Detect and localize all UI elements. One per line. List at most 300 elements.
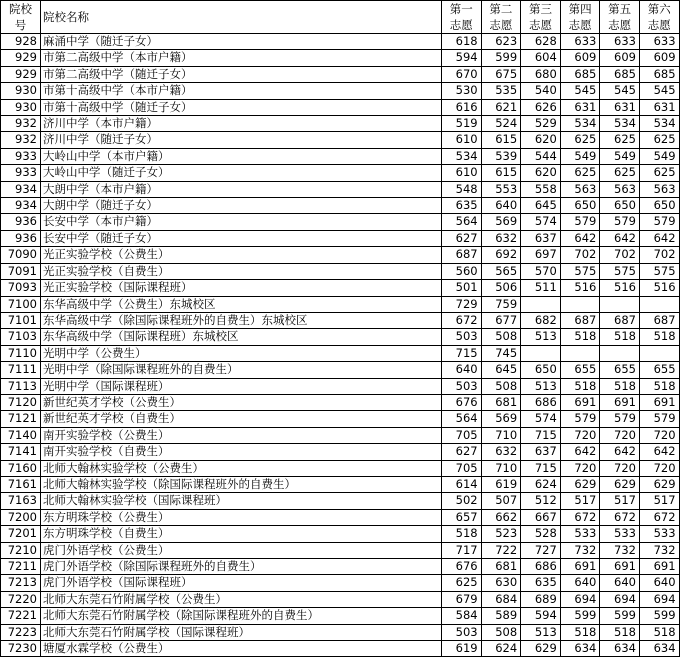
table-row <box>1 99 680 115</box>
score-choice-1-cell: 614 <box>442 476 482 492</box>
score-choice-5-cell: 629 <box>600 476 640 492</box>
score-choice-4-cell: 516 <box>560 280 600 296</box>
table-row <box>1 181 680 197</box>
score-choice-6-cell: 575 <box>639 263 679 279</box>
score-choice-1-cell: 625 <box>442 575 482 591</box>
school-code-cell: 930 <box>1 99 41 115</box>
school-name-cell: 北师大东莞石竹附属学校（除国际课程班外的自费生） <box>41 608 442 624</box>
score-choice-6-cell: 732 <box>639 542 679 558</box>
table-row <box>1 624 680 640</box>
school-code-cell: 929 <box>1 66 41 82</box>
score-choice-1-cell: 584 <box>442 608 482 624</box>
school-code-cell: 7161 <box>1 476 41 492</box>
table-row <box>1 280 680 296</box>
table-row <box>1 214 680 230</box>
score-choice-6-cell: 694 <box>639 591 679 607</box>
score-choice-4-cell: 685 <box>560 66 600 82</box>
school-code-cell: 7101 <box>1 312 41 328</box>
score-choice-6-cell: 579 <box>639 214 679 230</box>
score-choice-5-cell: 575 <box>600 263 640 279</box>
score-choice-6-cell: 609 <box>639 50 679 66</box>
score-choice-5-cell: 518 <box>600 378 640 394</box>
score-choice-5-cell: 694 <box>600 591 640 607</box>
score-choice-5-cell: 625 <box>600 132 640 148</box>
school-name-cell: 虎门外语学校（除国际课程班外的自费生） <box>41 559 442 575</box>
score-choice-3-cell: 513 <box>521 329 561 345</box>
score-choice-3-cell: 697 <box>521 247 561 263</box>
score-choice-2-cell: 589 <box>481 608 521 624</box>
score-choice-3-cell: 513 <box>521 624 561 640</box>
score-choice-5-cell: 640 <box>600 575 640 591</box>
school-name-cell: 新世纪英才学校（自费生） <box>41 411 442 427</box>
score-choice-3-cell: 529 <box>521 116 561 132</box>
score-choice-6-cell: 549 <box>639 148 679 164</box>
score-choice-1-cell: 564 <box>442 214 482 230</box>
score-choice-4-cell: 518 <box>560 624 600 640</box>
header-school-code <box>1 1 41 34</box>
score-choice-6-cell: 655 <box>639 362 679 378</box>
table-row <box>1 148 680 164</box>
table-row <box>1 591 680 607</box>
score-choice-4-cell: 533 <box>560 526 600 542</box>
score-choice-2-cell: 630 <box>481 575 521 591</box>
school-name-cell: 市第十高级中学（随迁子女） <box>41 99 442 115</box>
header-choice-4-line2: 志愿 <box>568 18 592 32</box>
table-row <box>1 66 680 82</box>
school-name-cell: 光正实验学校（自费生） <box>41 263 442 279</box>
school-name-cell: 东方明珠学校（自费生） <box>41 526 442 542</box>
school-code-cell: 934 <box>1 198 41 214</box>
school-name-cell: 长安中学（本市户籍） <box>41 214 442 230</box>
table-row <box>1 247 680 263</box>
score-choice-6-cell: 634 <box>639 641 679 657</box>
header-school-code-line2: 号 <box>14 18 27 32</box>
school-name-cell: 光明中学（国际课程班） <box>41 378 442 394</box>
school-code-cell: 7093 <box>1 280 41 296</box>
score-choice-4-cell: 702 <box>560 247 600 263</box>
table-row <box>1 198 680 214</box>
score-choice-2-cell: 599 <box>481 50 521 66</box>
score-choice-6-cell: 629 <box>639 476 679 492</box>
school-code-cell: 933 <box>1 165 41 181</box>
school-code-cell: 7141 <box>1 444 41 460</box>
score-choice-4-cell: 633 <box>560 34 600 50</box>
score-choice-4-cell: 694 <box>560 591 600 607</box>
score-choice-3-cell: 637 <box>521 230 561 246</box>
header-choice-6-line1: 第六 <box>647 2 671 16</box>
school-code-cell: 7091 <box>1 263 41 279</box>
score-choice-6-cell: 685 <box>639 66 679 82</box>
header-choice-2-line2: 志愿 <box>489 18 513 32</box>
school-code-cell: 7201 <box>1 526 41 542</box>
score-choice-4-cell: 634 <box>560 641 600 657</box>
table-row <box>1 493 680 509</box>
header-choice-3 <box>521 1 561 34</box>
score-choice-1-cell: 715 <box>442 345 482 361</box>
table-row <box>1 362 680 378</box>
score-choice-2-cell: 508 <box>481 378 521 394</box>
score-choice-2-cell: 632 <box>481 444 521 460</box>
score-choice-4-cell: 517 <box>560 493 600 509</box>
score-choice-4-cell: 629 <box>560 476 600 492</box>
score-choice-1-cell: 679 <box>442 591 482 607</box>
school-name-cell: 北师大翰林实验学校（公费生） <box>41 460 442 476</box>
school-code-cell: 7220 <box>1 591 41 607</box>
score-choice-5-cell: 702 <box>600 247 640 263</box>
score-choice-6-cell: 518 <box>639 329 679 345</box>
school-name-cell: 大岭山中学（随迁子女） <box>41 165 442 181</box>
school-name-cell: 塘厦水霖学校（公费生） <box>41 641 442 657</box>
school-name-cell: 济川中学（本市户籍） <box>41 116 442 132</box>
score-choice-3-cell: 667 <box>521 509 561 525</box>
school-name-cell: 市第十高级中学（本市户籍） <box>41 83 442 99</box>
score-choice-1-cell: 503 <box>442 624 482 640</box>
school-code-cell: 7110 <box>1 345 41 361</box>
score-choice-5-cell: 631 <box>600 99 640 115</box>
score-choice-6-cell: 599 <box>639 608 679 624</box>
score-choice-6-cell: 518 <box>639 624 679 640</box>
score-choice-3-cell: 637 <box>521 444 561 460</box>
score-choice-4-cell: 534 <box>560 116 600 132</box>
school-code-cell: 930 <box>1 83 41 99</box>
score-choice-2-cell: 677 <box>481 312 521 328</box>
score-choice-3-cell: 689 <box>521 591 561 607</box>
school-code-cell: 7210 <box>1 542 41 558</box>
score-choice-4-cell: 640 <box>560 575 600 591</box>
score-choice-1-cell: 503 <box>442 378 482 394</box>
score-choice-5-cell: 720 <box>600 460 640 476</box>
school-code-cell: 928 <box>1 34 41 50</box>
table-row <box>1 608 680 624</box>
score-choice-3-cell: 635 <box>521 575 561 591</box>
school-name-cell: 麻涌中学（随迁子女） <box>41 34 442 50</box>
score-choice-5-cell: 549 <box>600 148 640 164</box>
score-choice-2-cell: 759 <box>481 296 521 312</box>
score-choice-4-cell: 549 <box>560 148 600 164</box>
school-code-cell: 933 <box>1 148 41 164</box>
score-choice-5-cell <box>600 345 640 361</box>
score-choice-3-cell: 645 <box>521 198 561 214</box>
score-choice-5-cell: 518 <box>600 624 640 640</box>
score-choice-6-cell <box>639 345 679 361</box>
school-name-cell: 市第二高级中学（随迁子女） <box>41 66 442 82</box>
score-choice-4-cell <box>560 296 600 312</box>
score-choice-4-cell: 631 <box>560 99 600 115</box>
header-row <box>1 1 680 34</box>
score-choice-6-cell: 625 <box>639 132 679 148</box>
score-choice-4-cell: 672 <box>560 509 600 525</box>
score-choice-1-cell: 672 <box>442 312 482 328</box>
score-choice-2-cell: 508 <box>481 329 521 345</box>
school-code-cell: 7090 <box>1 247 41 263</box>
score-choice-6-cell: 687 <box>639 312 679 328</box>
score-choice-4-cell: 518 <box>560 378 600 394</box>
school-code-cell: 7163 <box>1 493 41 509</box>
school-name-cell: 虎门外语学校（公费生） <box>41 542 442 558</box>
score-choice-1-cell: 610 <box>442 165 482 181</box>
score-choice-2-cell: 640 <box>481 198 521 214</box>
score-choice-3-cell: 574 <box>521 411 561 427</box>
score-choice-5-cell: 642 <box>600 230 640 246</box>
school-name-cell: 北师大翰林实验学校（国际课程班） <box>41 493 442 509</box>
school-code-cell: 7140 <box>1 427 41 443</box>
school-code-cell: 7113 <box>1 378 41 394</box>
table-row <box>1 575 680 591</box>
score-choice-3-cell: 528 <box>521 526 561 542</box>
table-row <box>1 559 680 575</box>
table-row <box>1 312 680 328</box>
score-choice-2-cell: 632 <box>481 230 521 246</box>
score-choice-2-cell: 523 <box>481 526 521 542</box>
table-header <box>1 1 680 34</box>
score-choice-4-cell: 691 <box>560 394 600 410</box>
score-choice-3-cell: 686 <box>521 394 561 410</box>
score-choice-3-cell: 620 <box>521 165 561 181</box>
school-name-cell: 南开实验学校（自费生） <box>41 444 442 460</box>
score-choice-1-cell: 610 <box>442 132 482 148</box>
score-choice-2-cell: 745 <box>481 345 521 361</box>
score-choice-1-cell: 627 <box>442 230 482 246</box>
score-choice-3-cell: 727 <box>521 542 561 558</box>
score-choice-1-cell: 619 <box>442 641 482 657</box>
score-choice-1-cell: 640 <box>442 362 482 378</box>
score-choice-6-cell: 720 <box>639 460 679 476</box>
score-choice-6-cell: 518 <box>639 378 679 394</box>
school-name-cell: 东华高级中学（除国际课程班外的自费生）东城校区 <box>41 312 442 328</box>
score-choice-1-cell: 635 <box>442 198 482 214</box>
score-choice-1-cell: 627 <box>442 444 482 460</box>
score-choice-3-cell: 682 <box>521 312 561 328</box>
score-choice-3-cell: 540 <box>521 83 561 99</box>
score-choice-5-cell: 545 <box>600 83 640 99</box>
header-choice-1 <box>442 1 482 34</box>
score-choice-4-cell: 518 <box>560 329 600 345</box>
score-choice-2-cell: 722 <box>481 542 521 558</box>
score-choice-1-cell: 503 <box>442 329 482 345</box>
score-choice-2-cell: 645 <box>481 362 521 378</box>
header-choice-1-line1: 第一 <box>449 2 473 16</box>
score-choice-4-cell: 650 <box>560 198 600 214</box>
header-school-name: 院校名称 <box>41 1 442 34</box>
table-row <box>1 444 680 460</box>
score-choice-6-cell: 579 <box>639 411 679 427</box>
score-choice-5-cell: 516 <box>600 280 640 296</box>
score-choice-4-cell: 545 <box>560 83 600 99</box>
score-choice-3-cell: 624 <box>521 476 561 492</box>
score-choice-3-cell: 570 <box>521 263 561 279</box>
score-choice-1-cell: 594 <box>442 50 482 66</box>
school-code-cell: 7120 <box>1 394 41 410</box>
school-name-cell: 济川中学（随迁子女） <box>41 132 442 148</box>
score-choice-1-cell: 676 <box>442 394 482 410</box>
score-choice-6-cell: 650 <box>639 198 679 214</box>
school-name-cell: 东方明珠学校（公费生） <box>41 509 442 525</box>
header-choice-5-line2: 志愿 <box>608 18 632 32</box>
score-choice-5-cell: 672 <box>600 509 640 525</box>
score-choice-3-cell: 715 <box>521 427 561 443</box>
score-choice-1-cell: 501 <box>442 280 482 296</box>
score-choice-6-cell: 642 <box>639 230 679 246</box>
score-choice-1-cell: 687 <box>442 247 482 263</box>
score-choice-3-cell: 626 <box>521 99 561 115</box>
score-choice-1-cell: 502 <box>442 493 482 509</box>
score-choice-3-cell: 628 <box>521 34 561 50</box>
score-choice-3-cell: 620 <box>521 132 561 148</box>
score-choice-5-cell: 533 <box>600 526 640 542</box>
school-code-cell: 7121 <box>1 411 41 427</box>
score-choice-4-cell: 642 <box>560 230 600 246</box>
score-choice-6-cell: 642 <box>639 444 679 460</box>
score-choice-1-cell: 676 <box>442 559 482 575</box>
header-choice-3-line1: 第三 <box>528 2 552 16</box>
score-choice-2-cell: 553 <box>481 181 521 197</box>
header-choice-4-line1: 第四 <box>568 2 592 16</box>
school-name-cell: 光正实验学校（国际课程班） <box>41 280 442 296</box>
score-choice-5-cell: 691 <box>600 559 640 575</box>
score-choice-1-cell: 564 <box>442 411 482 427</box>
school-code-cell: 934 <box>1 181 41 197</box>
table-row <box>1 263 680 279</box>
score-choice-3-cell: 513 <box>521 378 561 394</box>
score-choice-5-cell: 579 <box>600 214 640 230</box>
score-choice-2-cell: 569 <box>481 214 521 230</box>
score-choice-4-cell: 720 <box>560 460 600 476</box>
score-choice-5-cell: 633 <box>600 34 640 50</box>
score-choice-1-cell: 519 <box>442 116 482 132</box>
table-row <box>1 116 680 132</box>
score-choice-4-cell: 575 <box>560 263 600 279</box>
score-choice-6-cell: 633 <box>639 34 679 50</box>
score-choice-4-cell: 625 <box>560 165 600 181</box>
score-choice-3-cell: 629 <box>521 641 561 657</box>
score-choice-4-cell <box>560 345 600 361</box>
score-choice-3-cell: 680 <box>521 66 561 82</box>
score-choice-6-cell: 625 <box>639 165 679 181</box>
score-choice-6-cell: 631 <box>639 99 679 115</box>
score-choice-1-cell: 548 <box>442 181 482 197</box>
score-choice-5-cell: 687 <box>600 312 640 328</box>
score-choice-2-cell: 623 <box>481 34 521 50</box>
score-choice-2-cell: 565 <box>481 263 521 279</box>
score-choice-5-cell: 732 <box>600 542 640 558</box>
score-choice-4-cell: 579 <box>560 214 600 230</box>
table-row <box>1 509 680 525</box>
table-row <box>1 394 680 410</box>
score-choice-3-cell: 594 <box>521 608 561 624</box>
school-name-cell: 大岭山中学（本市户籍） <box>41 148 442 164</box>
school-name-cell: 北师大东莞石竹附属学校（公费生） <box>41 591 442 607</box>
school-code-cell: 936 <box>1 214 41 230</box>
score-choice-1-cell: 670 <box>442 66 482 82</box>
score-choice-2-cell: 508 <box>481 624 521 640</box>
score-choice-2-cell: 539 <box>481 148 521 164</box>
header-choice-6-line2: 志愿 <box>647 18 671 32</box>
school-name-cell: 光明中学（除国际课程班外的自费生） <box>41 362 442 378</box>
header-choice-5-line1: 第五 <box>608 2 632 16</box>
table-row <box>1 476 680 492</box>
score-choice-5-cell: 534 <box>600 116 640 132</box>
school-name-cell: 虎门外语学校（国际课程班） <box>41 575 442 591</box>
header-choice-3-line2: 志愿 <box>528 18 552 32</box>
score-choice-6-cell: 691 <box>639 559 679 575</box>
school-name-cell: 北师大东莞石竹附属学校（国际课程班） <box>41 624 442 640</box>
score-choice-3-cell: 511 <box>521 280 561 296</box>
table-row <box>1 34 680 50</box>
school-code-cell: 7200 <box>1 509 41 525</box>
school-code-cell: 932 <box>1 132 41 148</box>
score-choice-1-cell: 705 <box>442 427 482 443</box>
score-choice-2-cell: 621 <box>481 99 521 115</box>
score-choice-4-cell: 625 <box>560 132 600 148</box>
header-choice-5 <box>600 1 640 34</box>
school-name-cell: 东华高级中学（公费生）东城校区 <box>41 296 442 312</box>
header-choice-2 <box>481 1 521 34</box>
table-row <box>1 83 680 99</box>
score-choice-1-cell: 560 <box>442 263 482 279</box>
score-choice-1-cell: 705 <box>442 460 482 476</box>
score-choice-5-cell: 634 <box>600 641 640 657</box>
score-choice-3-cell: 574 <box>521 214 561 230</box>
school-code-cell: 7223 <box>1 624 41 640</box>
score-choice-2-cell: 524 <box>481 116 521 132</box>
header-choice-6 <box>639 1 679 34</box>
score-choice-5-cell: 563 <box>600 181 640 197</box>
score-choice-2-cell: 507 <box>481 493 521 509</box>
score-choice-6-cell: 720 <box>639 427 679 443</box>
score-choice-6-cell: 691 <box>639 394 679 410</box>
score-choice-1-cell: 729 <box>442 296 482 312</box>
score-choice-6-cell: 672 <box>639 509 679 525</box>
school-code-cell: 7211 <box>1 559 41 575</box>
score-choice-6-cell <box>639 296 679 312</box>
score-choice-3-cell: 512 <box>521 493 561 509</box>
score-choice-4-cell: 599 <box>560 608 600 624</box>
school-name-cell: 光明中学（公费生） <box>41 345 442 361</box>
score-choice-2-cell: 681 <box>481 394 521 410</box>
school-code-cell: 7160 <box>1 460 41 476</box>
score-choice-6-cell: 545 <box>639 83 679 99</box>
score-choice-2-cell: 615 <box>481 132 521 148</box>
school-name-cell: 南开实验学校（公费生） <box>41 427 442 443</box>
score-choice-2-cell: 675 <box>481 66 521 82</box>
school-code-cell: 7213 <box>1 575 41 591</box>
score-choice-5-cell: 655 <box>600 362 640 378</box>
score-choice-3-cell: 650 <box>521 362 561 378</box>
header-choice-2-line1: 第二 <box>489 2 513 16</box>
score-choice-4-cell: 691 <box>560 559 600 575</box>
school-name-cell: 长安中学（随迁子女） <box>41 230 442 246</box>
school-name-cell: 市第二高级中学（本市户籍） <box>41 50 442 66</box>
score-choice-5-cell: 517 <box>600 493 640 509</box>
score-choice-3-cell <box>521 345 561 361</box>
score-choice-2-cell: 684 <box>481 591 521 607</box>
score-choice-5-cell: 625 <box>600 165 640 181</box>
school-name-cell: 东华高级中学（国际课程班）东城校区 <box>41 329 442 345</box>
score-choice-3-cell <box>521 296 561 312</box>
score-choice-1-cell: 616 <box>442 99 482 115</box>
score-choice-2-cell: 506 <box>481 280 521 296</box>
table-row <box>1 411 680 427</box>
score-choice-2-cell: 624 <box>481 641 521 657</box>
score-choice-2-cell: 681 <box>481 559 521 575</box>
table-row <box>1 427 680 443</box>
table-body <box>1 34 680 657</box>
score-choice-3-cell: 544 <box>521 148 561 164</box>
school-code-cell: 936 <box>1 230 41 246</box>
score-choice-1-cell: 657 <box>442 509 482 525</box>
score-choice-5-cell: 609 <box>600 50 640 66</box>
score-choice-5-cell: 691 <box>600 394 640 410</box>
